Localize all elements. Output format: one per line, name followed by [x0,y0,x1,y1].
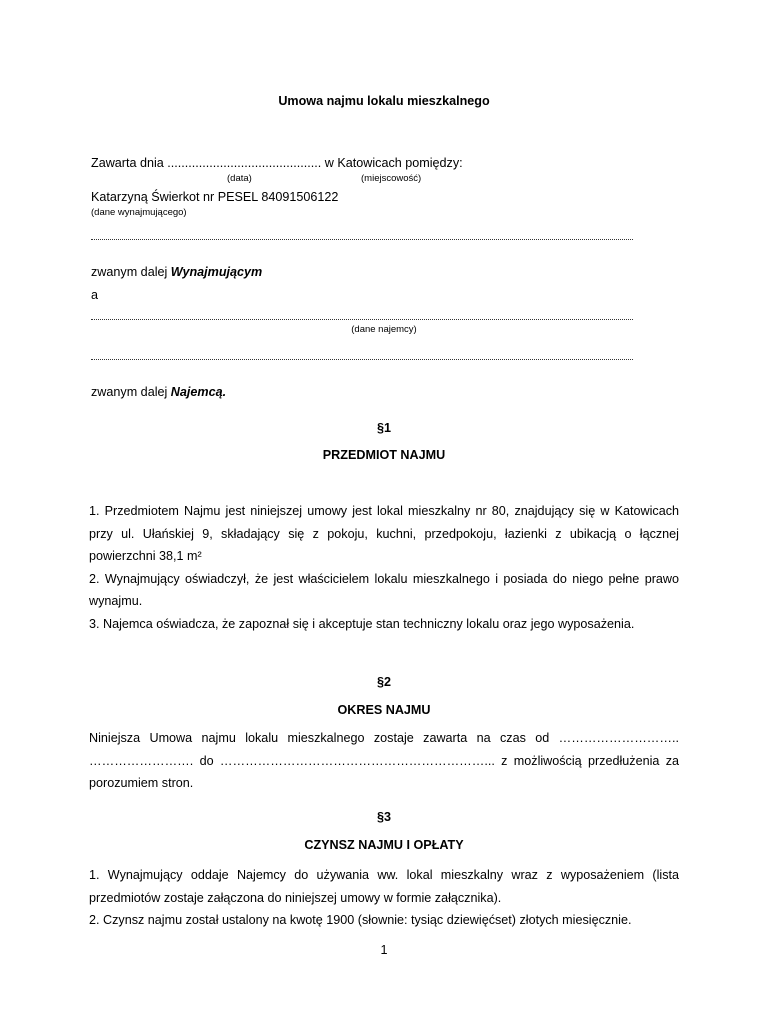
section-3-number: §3 [376,810,391,824]
landlord-dotted-line [91,239,633,240]
tenant-role-prefix: zwanym dalej [91,385,171,399]
tenant-dotted-line-2 [91,359,633,360]
landlord-role: Wynajmującym [170,265,263,279]
section-3-line: przedmiotów zostaje załączona do niniejszej umowy w formie załącznika). [89,890,502,905]
section-1-line: powierzchni 38,1 m² [89,549,202,563]
section-3-line: 1. Wynajmujący oddaje Najemcy do używania ww. lokal mieszkalny wraz z wyposażeniem (lista [89,868,679,882]
page-number: 1 [380,943,388,957]
section-2-heading: OKRES NAJMU [337,703,431,717]
section-1-line: przy ul. Ułańskiej 9, składający się z pokoju, kuchni, przedpokoju, łazienki z ubikacją o łącznej [89,526,679,541]
landlord-role-line [91,265,262,279]
section-1-body [89,500,679,635]
section-2-body [89,727,679,795]
section-2-line: ……………………. do ………………………………………………………... z możliwością przedłużenia za [89,753,679,768]
intro-line: Zawarta dnia ............................................ w Katowicach pomiędzy: [91,156,463,170]
section-2-line: Niniejsza Umowa najmu lokalu mieszkalnego zostaje zawarta na czas od ……………………….. [89,731,679,745]
section-3-heading: CZYNSZ NAJMU I OPŁATY [304,838,464,852]
section-1-line: 1. Przedmiotem Najmu jest niniejszej umowy jest lokal mieszkalny nr 80, znajdujący się w Katowicach [89,504,679,518]
tenant-dotted-line-1 [91,319,633,320]
and-word: a [91,288,99,302]
section-1-line: 2. Wynajmujący oświadczył, że jest właścicielem lokalu mieszkalnego i posiada do niego pełne prawo [89,571,679,586]
date-hint: (data) [227,173,252,184]
section-1-line: wynajmu. [89,594,143,608]
section-2-number: §2 [376,675,391,689]
landlord-hint: (dane wynajmującego) [91,207,187,218]
landlord-details: Katarzyną Świerkot nr PESEL 84091506122 [91,190,339,204]
tenant-role: Najemcą. [170,385,227,399]
tenant-hint: (dane najemcy) [351,324,417,335]
section-3-line: 2. Czynsz najmu został ustalony na kwotę 1900 (słownie: tysiąc dziewięćset) złotych miesięcznie. [89,913,632,927]
section-1-line: 3. Najemca oświadcza, że zapoznał się i akceptuje stan techniczny lokalu oraz jego wyposażenia. [89,616,635,631]
section-3-body [89,864,679,932]
place-hint: (miejscowość) [361,173,422,184]
section-2-line: porozumiem stron. [89,776,194,790]
tenant-role-line [91,385,226,399]
document-title: Umowa najmu lokalu mieszkalnego [278,94,490,108]
landlord-role-prefix: zwanym dalej [91,265,171,279]
section-1-number: §1 [376,421,391,435]
section-1-heading: PRZEDMIOT NAJMU [322,448,446,462]
